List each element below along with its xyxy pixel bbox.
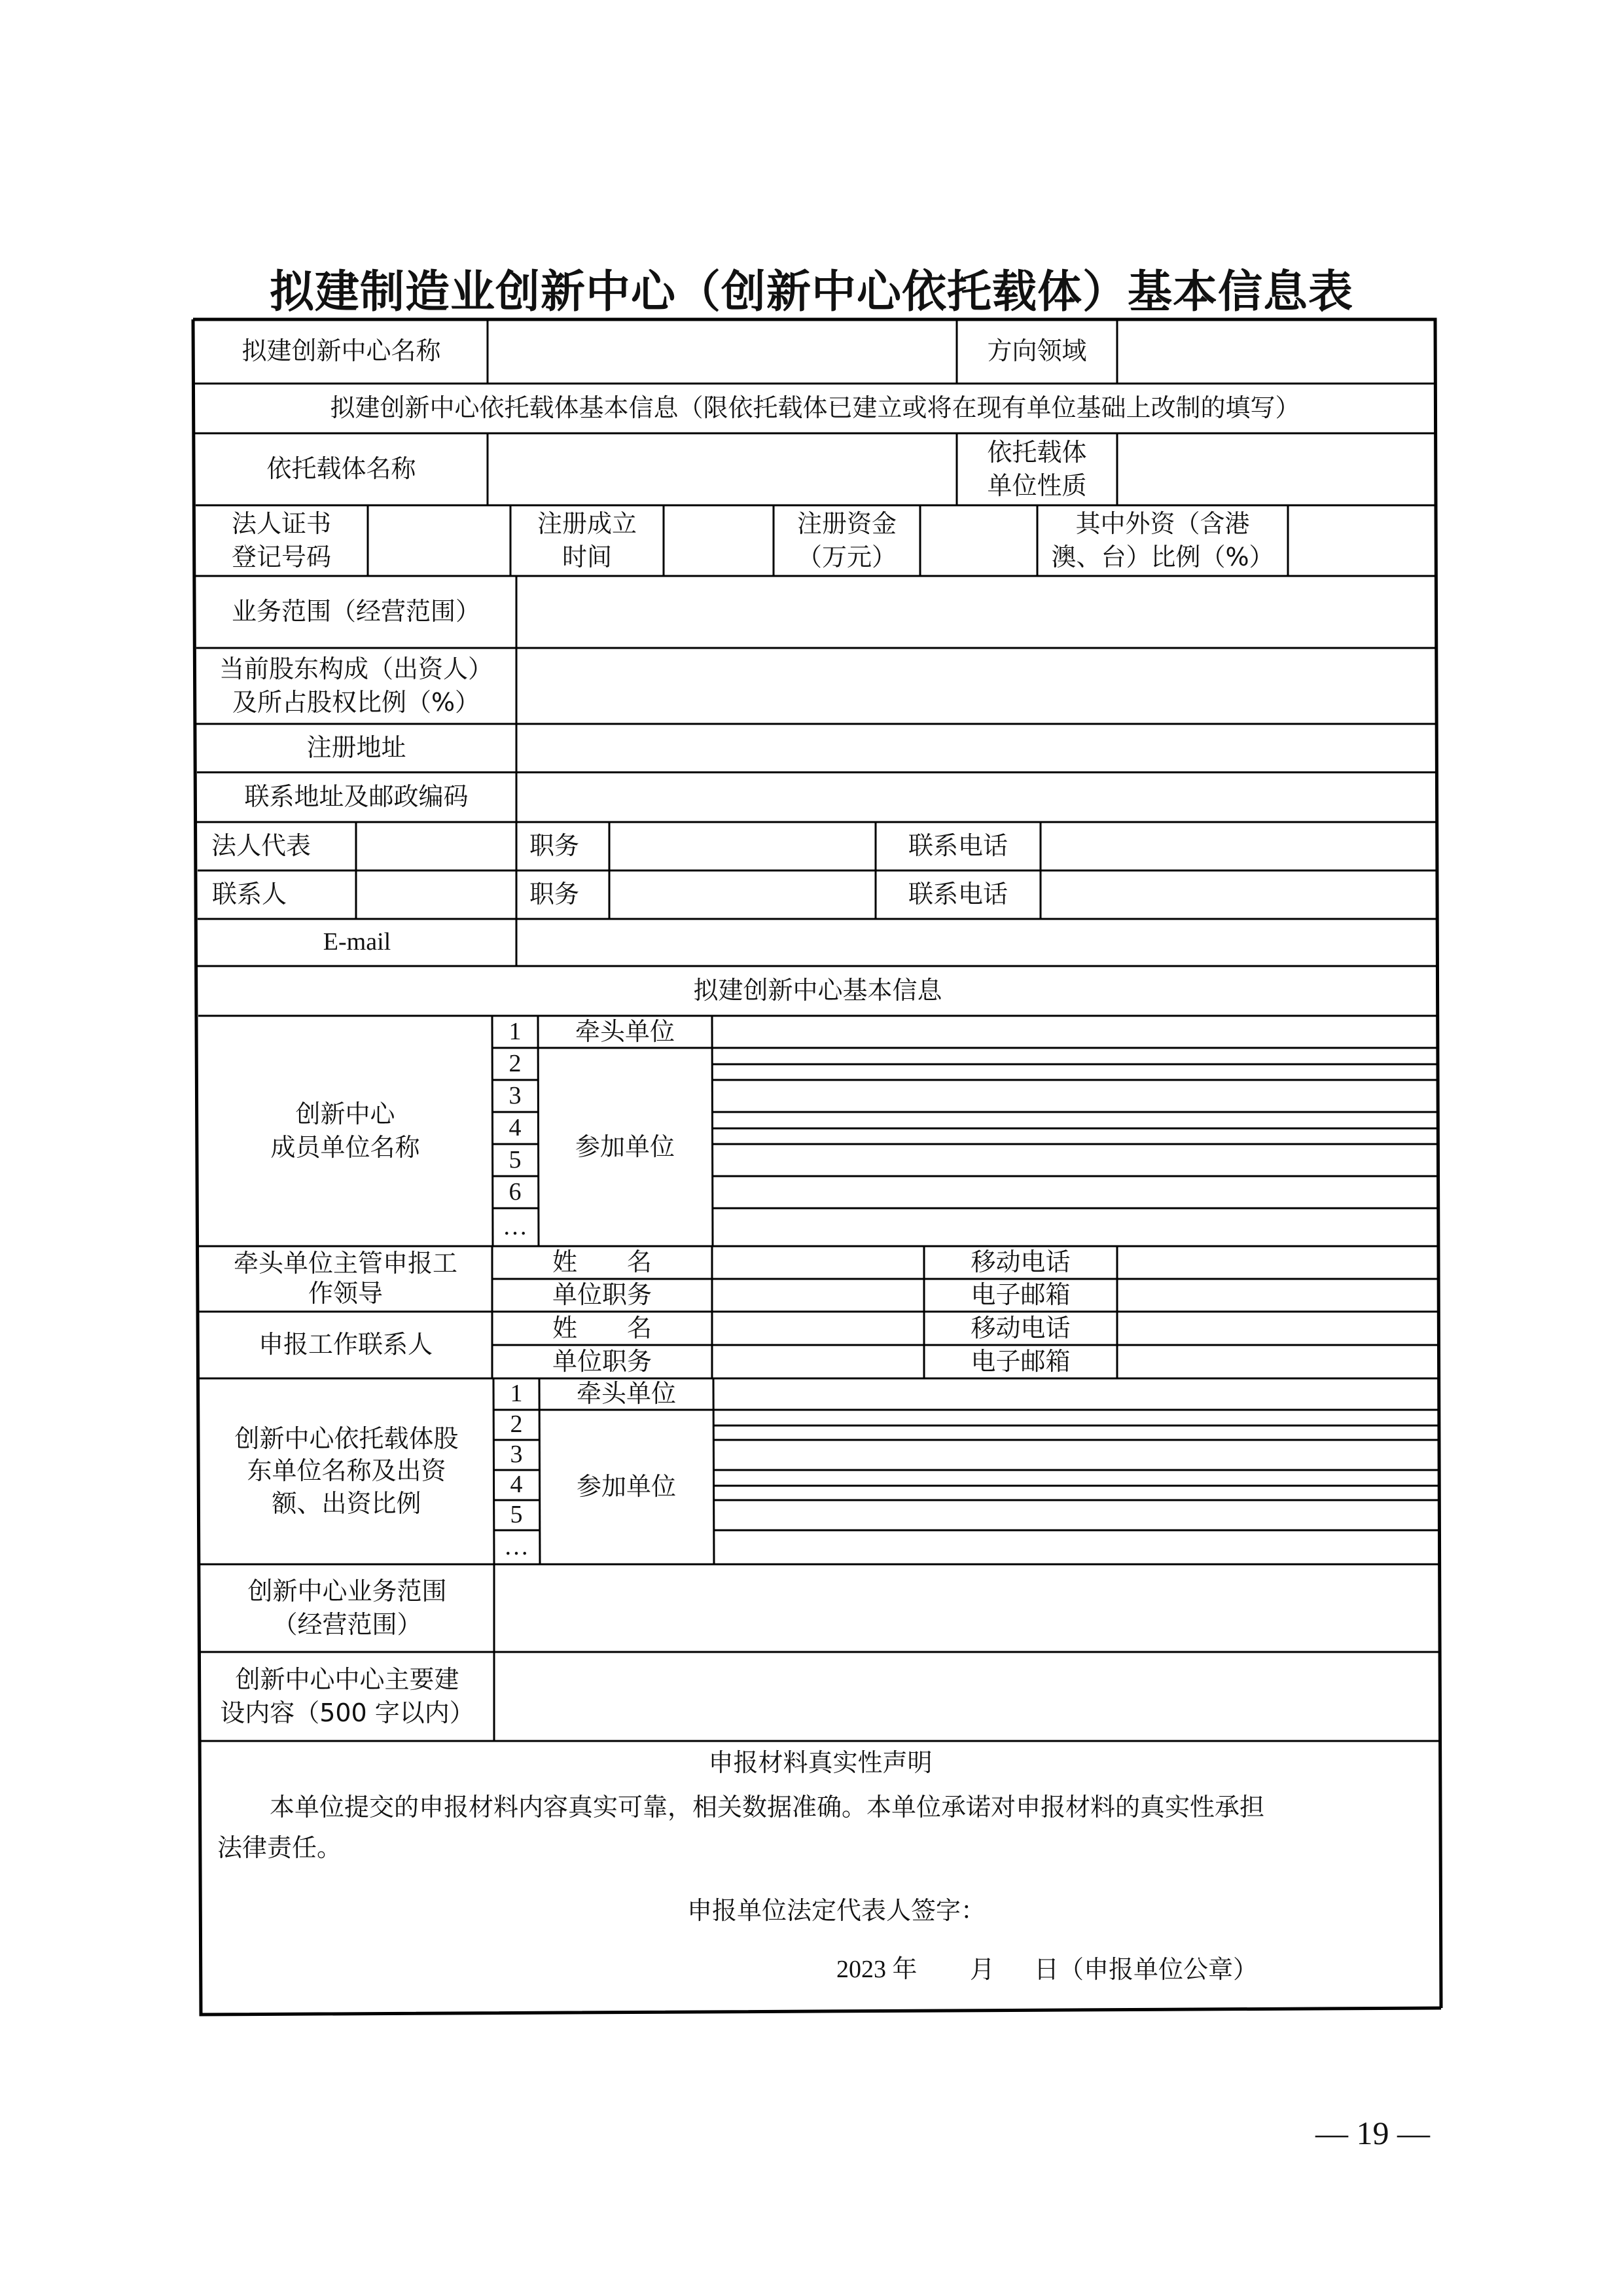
contact-email-label: 电子邮箱	[971, 1346, 1071, 1376]
business-scope-field[interactable]	[516, 576, 1436, 648]
shareholder-units-label: 创新中心依托载体股 东单位名称及出资 额、出资比例	[234, 1424, 459, 1518]
center-content-label: 创新中心中心主要建 设内容（500 字以内）	[220, 1664, 474, 1727]
contact-unit-position-field[interactable]	[712, 1345, 924, 1378]
carrier-name-label: 依托载体名称	[266, 454, 416, 484]
contact-address-label: 联系地址及邮政编码	[244, 782, 469, 812]
leader-email-field[interactable]	[1117, 1279, 1438, 1312]
member-number: 4	[508, 1113, 522, 1141]
reg-time-label: 注册成立 时间	[537, 509, 637, 571]
carrier-name-field[interactable]	[488, 433, 957, 505]
email-field[interactable]	[516, 919, 1438, 966]
contact-person-label: 联系人	[212, 880, 287, 909]
reg-time-field[interactable]	[664, 505, 774, 576]
member-number: 3	[508, 1081, 522, 1109]
contact-mobile-field[interactable]	[1117, 1312, 1438, 1345]
contact-phone-field[interactable]	[1041, 870, 1437, 919]
contact-phone-label: 联系电话	[908, 880, 1008, 909]
shareholders-field[interactable]	[516, 648, 1436, 724]
contact-position-field[interactable]	[609, 870, 876, 919]
member-number: 5	[508, 1145, 522, 1174]
center-scope-field[interactable]	[494, 1564, 1440, 1652]
legal-rep-phone-field[interactable]	[1041, 822, 1437, 870]
shareholder-number: 1	[510, 1380, 523, 1408]
leader-name-field[interactable]	[712, 1246, 924, 1279]
reg-address-field[interactable]	[516, 724, 1436, 772]
date-month: 月	[970, 1955, 995, 1984]
shareholder-number: 3	[510, 1441, 523, 1469]
member-number: …	[503, 1213, 527, 1241]
leader-name-label: 姓 名	[552, 1247, 652, 1277]
legal-cert-label: 法人证书 登记号码	[231, 509, 331, 571]
member-number: 2	[508, 1049, 522, 1077]
signature-label: 申报单位法定代表人签字：	[687, 1896, 986, 1925]
contact-person-field[interactable]	[356, 870, 516, 919]
carrier-nature-label: 依托载体 单位性质	[987, 437, 1087, 500]
contact-email-field[interactable]	[1117, 1345, 1438, 1378]
direction-label: 方向领域	[987, 336, 1087, 366]
reg-capital-field[interactable]	[920, 505, 1037, 576]
legal-rep-field[interactable]	[356, 822, 516, 870]
legal-rep-position-label: 职务	[529, 831, 580, 861]
legal-rep-label: 法人代表	[211, 831, 312, 861]
members-label: 创新中心 成员单位名称	[270, 1099, 420, 1162]
shareholder-number: 5	[510, 1501, 523, 1529]
contact-unit-position-label: 单位职务	[552, 1346, 652, 1376]
declaration-text-cont: 法律责任。	[217, 1833, 342, 1862]
date-year: 2023 年	[836, 1956, 918, 1983]
contact-address-field[interactable]	[516, 772, 1436, 822]
reg-capital-label: 注册资金 （万元）	[796, 509, 897, 571]
shareholder-participant-label: 参加单位	[576, 1472, 676, 1501]
date-day-seal: 日（申报单位公章）	[1034, 1955, 1258, 1984]
contact-label: 申报工作联系人	[258, 1330, 433, 1359]
leader-label: 牵头单位主管申报工 作领导	[233, 1249, 457, 1308]
declaration-text: 本单位提交的申报材料内容真实可靠，相关数据准确。本单位承诺对申报材料的真实性承担	[270, 1793, 1265, 1821]
business-scope-label: 业务范围（经营范围）	[231, 597, 480, 626]
member-number: 1	[508, 1017, 522, 1045]
page-number: — 19 —	[1315, 2115, 1430, 2151]
carrier-nature-field[interactable]	[1117, 433, 1435, 505]
email-label: E-mail	[323, 928, 391, 956]
contact-mobile-label: 移动电话	[971, 1313, 1071, 1342]
shareholders-label: 当前股东构成（出资人） 及所占股权比例（%）	[219, 654, 493, 717]
declaration-heading: 申报材料真实性声明	[708, 1748, 933, 1778]
shareholder-number: 4	[510, 1471, 523, 1499]
foreign-ratio-label: 其中外资（含港 澳、台）比例（%）	[1051, 509, 1274, 571]
shareholder-lead-label: 牵头单位	[576, 1379, 676, 1408]
contact-position-label: 职务	[529, 880, 580, 909]
leader-position-label: 单位职务	[552, 1280, 652, 1310]
leader-mobile-field[interactable]	[1117, 1246, 1438, 1279]
direction-field[interactable]	[1117, 319, 1435, 384]
participant-label: 参加单位	[575, 1132, 675, 1161]
center-name-field[interactable]	[488, 319, 957, 384]
shareholder-lead-field[interactable]	[713, 1378, 1439, 1410]
carrier-section-heading: 拟建创新中心依托载体基本信息（限依托载体已建立或将在现有单位基础上改制的填写）	[330, 393, 1300, 423]
shareholder-number: …	[504, 1533, 529, 1561]
legal-cert-field[interactable]	[368, 505, 510, 576]
center-scope-label: 创新中心业务范围 （经营范围）	[247, 1576, 447, 1639]
center-section-heading: 拟建创新中心基本信息	[693, 976, 942, 1005]
leader-mobile-label: 移动电话	[971, 1247, 1071, 1277]
leader-email-label: 电子邮箱	[971, 1280, 1071, 1310]
leader-position-field[interactable]	[712, 1279, 924, 1312]
legal-rep-phone-label: 联系电话	[908, 831, 1008, 861]
reg-address-label: 注册地址	[306, 733, 406, 762]
contact-name-label: 姓 名	[552, 1313, 652, 1342]
form-title: 拟建制造业创新中心（创新中心依托载体）基本信息表	[269, 266, 1353, 318]
shareholder-number: 2	[510, 1410, 523, 1439]
foreign-ratio-field[interactable]	[1288, 505, 1435, 576]
center-name-label: 拟建创新中心名称	[241, 336, 441, 366]
legal-rep-position-field[interactable]	[609, 822, 876, 870]
lead-unit-label: 牵头单位	[575, 1016, 675, 1046]
contact-name-field[interactable]	[712, 1312, 924, 1345]
member-number: 6	[508, 1177, 522, 1206]
center-content-field[interactable]	[494, 1652, 1440, 1741]
lead-unit-field[interactable]	[712, 1016, 1438, 1048]
